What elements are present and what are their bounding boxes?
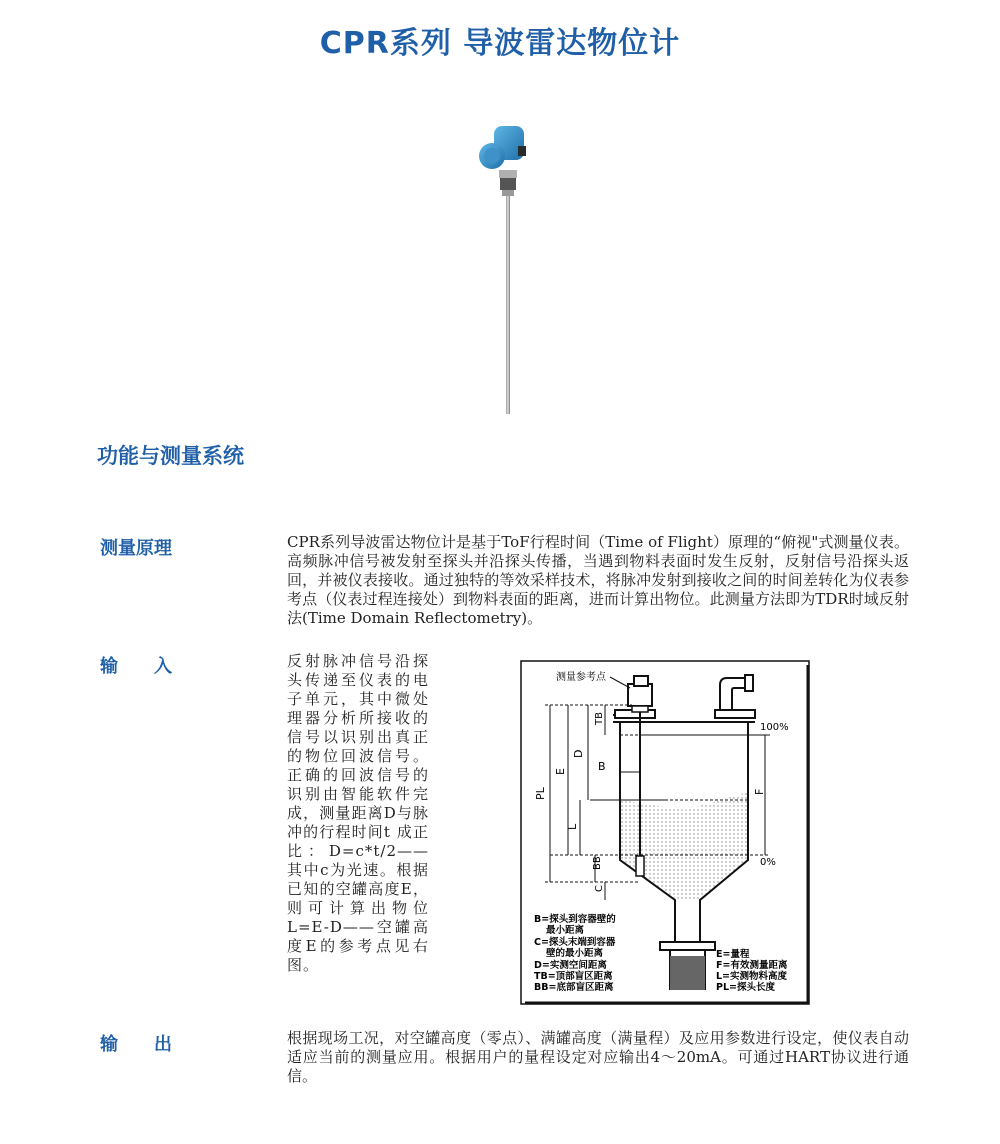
product-illustration: [470, 120, 540, 420]
svg-text:TB=顶部盲区距离: TB=顶部盲区距离: [534, 971, 613, 982]
svg-text:B: B: [598, 760, 606, 773]
input-text: 反射脉冲信号沿探头传递至仪表的电子单元，其中微处理器分析所接收的信号以识别出真正的物位回波信号。正确的回波信号的识别由智能软件完成，测量距离D与脉冲的行程时间t 成正比：D=c*t/2——其中c为光速。根据已知的空罐高度E，则可计算出物位L=E-D——空罐高度E的参考点见右图。: [287, 652, 429, 974]
output-label: 输 出: [100, 1034, 172, 1055]
svg-text:最小距离: 最小距离: [546, 925, 585, 936]
svg-text:C: C: [594, 885, 605, 892]
section-title: 功能与测量系统: [97, 444, 244, 468]
principle-text: CPR系列导波雷达物位计是基于ToF行程时间（Time of Flight）原理的“俯视"式测量仪表。高频脉冲信号被发射至探头并沿探头传播，当遇到物料表面时发生反射，反射信号沿探头返回，并被仪表接收。通过独特的等效采样技术，将脉冲发射到接收之间的时间差转化为仪表参考点（仪表过程连接处）到物料表面的距离，进而计算出物位。此测量方法即为TDR时域反射法(Time Domain Reflectometry)。: [287, 533, 909, 627]
svg-text:PL: PL: [534, 787, 547, 800]
svg-text:E: E: [554, 768, 567, 775]
svg-text:PL=探头长度: PL=探头长度: [716, 982, 775, 993]
svg-text:B=探头到容器壁的: B=探头到容器壁的: [534, 914, 616, 925]
svg-text:F=有效测量距离: F=有效测量距离: [716, 960, 788, 971]
svg-text:F: F: [753, 788, 766, 795]
svg-text:TB: TB: [594, 712, 605, 725]
svg-text:D=实测空间距离: D=实测空间距离: [534, 960, 607, 971]
svg-text:BB=底部盲区距离: BB=底部盲区距离: [534, 982, 614, 993]
svg-text:L: L: [566, 823, 579, 830]
diagram-ref-label: 测量参考点: [556, 672, 606, 683]
page-title: CPR系列 导波雷达物位计: [319, 26, 681, 61]
principle-label: 测量原理: [100, 538, 172, 559]
measurement-diagram: [520, 660, 810, 1005]
svg-text:0%: 0%: [760, 857, 776, 868]
svg-text:E=量程: E=量程: [716, 949, 750, 960]
svg-text:壁的最小距离: 壁的最小距离: [546, 948, 604, 959]
input-label: 输 入: [100, 656, 172, 677]
svg-text:D: D: [572, 749, 585, 758]
output-text: 根据现场工况，对空罐高度（零点）、满罐高度（满量程）及应用参数进行设定，使仪表自动适应当前的测量应用。根据用户的量程设定对应输出4～20mA。可通过HART协议进行通信。: [287, 1029, 909, 1085]
svg-text:BB: BB: [592, 856, 603, 870]
svg-text:C=探头末端到容器: C=探头末端到容器: [534, 937, 616, 948]
svg-text:L=实测物料高度: L=实测物料高度: [716, 971, 788, 982]
svg-text:100%: 100%: [760, 722, 789, 733]
